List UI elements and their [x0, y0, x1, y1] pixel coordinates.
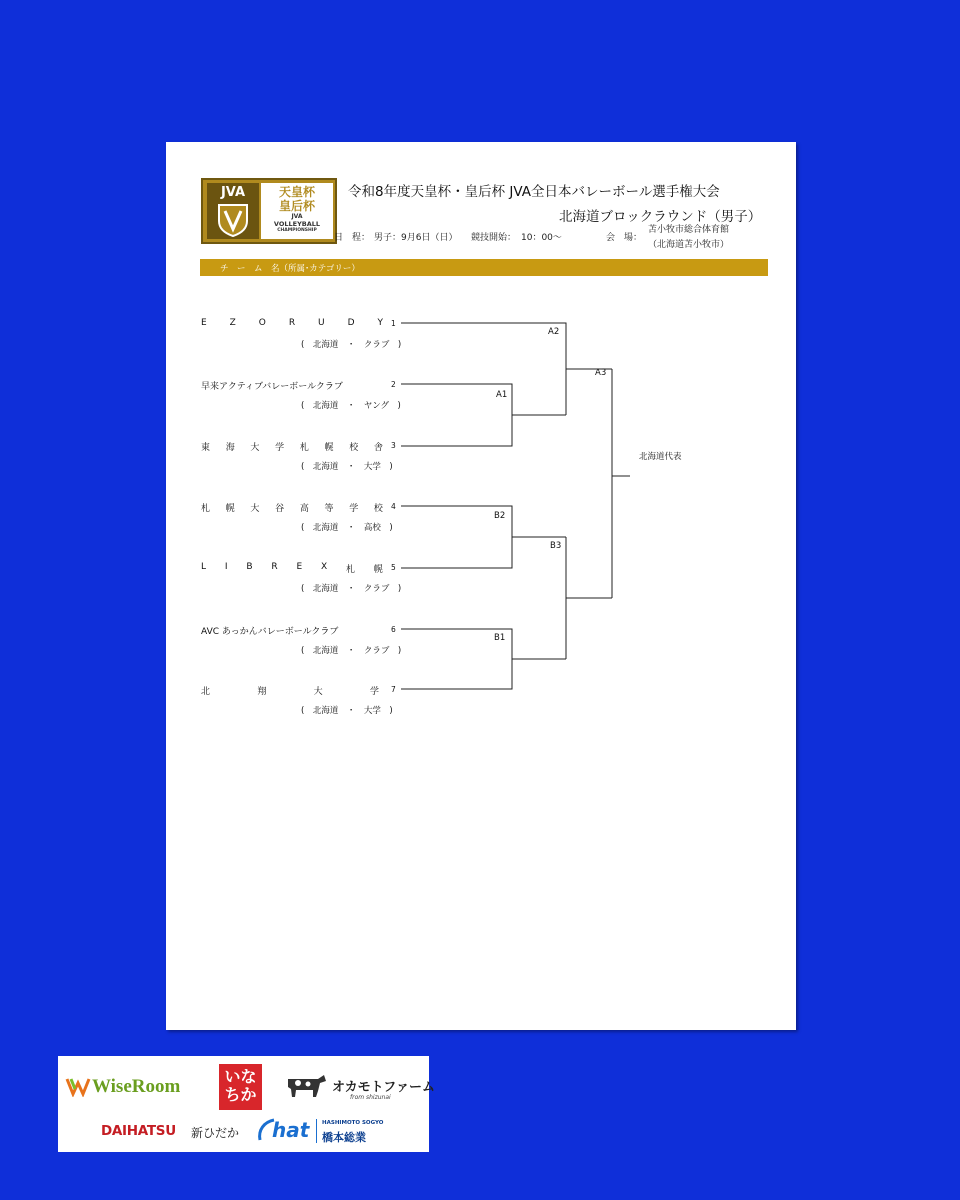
seed-number: 6: [391, 625, 396, 634]
wiseroom-logo-icon: [65, 1075, 91, 1097]
team-header-label: チ ー ム 名（所属･カテゴリー）: [220, 264, 360, 274]
match-label-b2: B2: [494, 511, 506, 521]
seed-number: 3: [391, 441, 396, 450]
wiseroom-logo: WiseRoom: [92, 1076, 181, 1097]
seed-number: 5: [391, 563, 396, 572]
seed-number: 2: [391, 380, 396, 389]
match-a2-line: [401, 323, 566, 415]
team-category: ( 北海道 ・ クラブ ): [301, 646, 402, 656]
logo-line5: CHAMPIONSHIP: [277, 228, 317, 233]
hat-divider: [316, 1119, 317, 1143]
logo-line3: JVA: [291, 213, 303, 220]
team-name: E Z O R U D Y: [201, 318, 383, 328]
hashimoto-english: HASHIMOTO SOGYO: [322, 1120, 384, 1126]
team-name: 北 翔 大 学: [201, 687, 379, 697]
team-category: ( 北海道 ・ 大学 ): [301, 462, 393, 472]
team-name: L I B R E X 札 幌: [201, 562, 383, 575]
sponsor-panel: [58, 1056, 435, 1152]
date-value: 男子：9月6日（日）: [374, 233, 458, 243]
team-name: 東 海 大 学 札 幌 校 舎: [201, 443, 383, 453]
logo-line2: 皇后杯: [278, 199, 315, 213]
team-category: ( 北海道 ・ 大学 ): [301, 706, 393, 716]
venue-name: 苫小牧市総合体育館: [648, 225, 730, 235]
logo-line1: 天皇杯: [278, 185, 315, 199]
date-label: 日 程：: [334, 233, 371, 243]
match-label-a3: A3: [595, 368, 607, 378]
logo-jva-text: JVA: [220, 185, 246, 200]
team-name: 早来アクティブバレーボールクラブ: [201, 382, 343, 392]
tournament-title: 令和8年度天皇杯・皇后杯 JVA全日本バレーボール選手権大会: [348, 184, 720, 200]
seed-number: 1: [391, 319, 396, 328]
logo-line4: VOLLEYBALL: [273, 220, 321, 228]
hat-logo: hat: [272, 1118, 310, 1142]
match-label-a2: A2: [548, 327, 560, 337]
shinhidaka-text: 新ひだか: [191, 1126, 240, 1140]
bracket-lines: [166, 142, 796, 1030]
match-label-b1: B1: [494, 633, 506, 643]
bracket-sheet: [166, 142, 796, 1030]
okamoto-farm-logo: オカモトファーム: [332, 1080, 435, 1095]
match-label-b3: B3: [550, 541, 562, 551]
hashimoto-japanese: 橋本総業: [322, 1131, 366, 1144]
team-category: ( 北海道 ・ クラブ ): [301, 340, 402, 350]
hokkaido-representative: 北海道代表: [639, 452, 682, 462]
team-category: ( 北海道 ・ クラブ ): [301, 584, 402, 594]
round-title: 北海道ブロックラウンド（男子）: [559, 209, 762, 225]
inachika-bottom: ちか: [224, 1085, 257, 1104]
venue-location: （北海道苫小牧市）: [648, 240, 730, 250]
start-label: 競技開始：: [471, 233, 517, 243]
match-label-a1: A1: [496, 390, 508, 400]
cow-icon: [284, 1071, 328, 1099]
inachika-logo: [219, 1064, 262, 1110]
seed-number: 7: [391, 685, 396, 694]
seed-number: 4: [391, 502, 396, 511]
team-name: AVC あっかんバレーボールクラブ: [201, 627, 339, 637]
team-name: 札 幌 大 谷 高 等 学 校: [201, 504, 383, 514]
team-category: ( 北海道 ・ 高校 ): [301, 523, 393, 533]
venue-label: 会 場：: [606, 233, 643, 243]
daihatsu-logo: DAIHATSU: [101, 1123, 176, 1139]
start-value: 10：00～: [521, 233, 562, 243]
team-category: ( 北海道 ・ ヤング ): [301, 401, 401, 411]
inachika-top: いな: [224, 1067, 257, 1086]
okamoto-farm-subtitle: from shizunai: [350, 1094, 391, 1101]
